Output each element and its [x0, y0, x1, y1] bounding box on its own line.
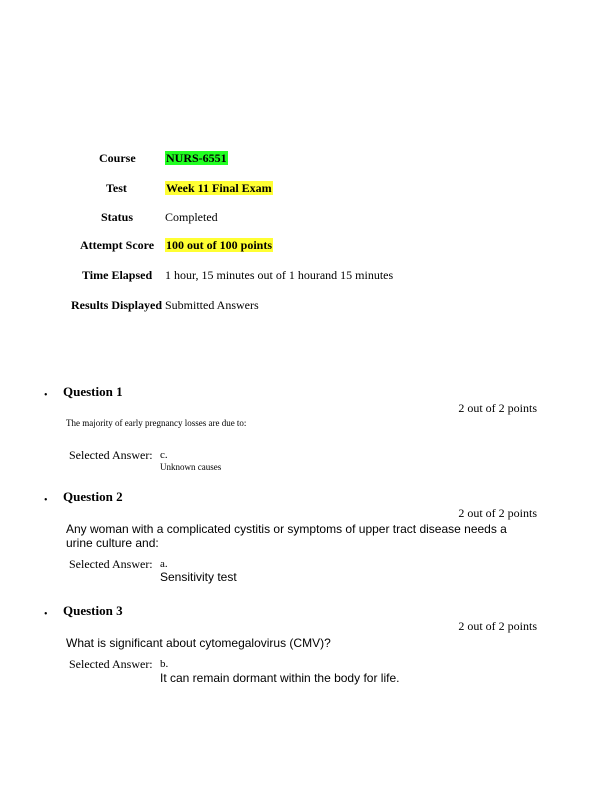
question-points: 2 out of 2 points	[458, 506, 537, 520]
status-value: Completed	[165, 210, 218, 224]
selected-answer-text: Sensitivity test	[160, 570, 237, 584]
question-text: The majority of early pregnancy losses are due to:	[66, 418, 247, 428]
question-points: 2 out of 2 points	[458, 401, 537, 415]
selected-answer-label: Selected Answer:	[69, 557, 153, 571]
selected-answer-text: It can remain dormant within the body for life.	[160, 671, 400, 685]
bullet-icon: •	[44, 495, 48, 506]
selected-answer-letter: a.	[160, 558, 168, 570]
course-value	[165, 151, 228, 166]
course-label: Course	[99, 151, 136, 165]
question-points: 2 out of 2 points	[458, 619, 537, 633]
results-value: Submitted Answers	[165, 298, 259, 312]
question-title: Question 2	[63, 489, 123, 504]
results-label: Results Displayed	[71, 298, 163, 312]
score-label: Attempt Score	[80, 238, 155, 252]
time-label: Time Elapsed	[82, 268, 153, 282]
test-value	[165, 181, 273, 196]
bullet-icon: •	[44, 609, 48, 620]
question-title: Question 1	[63, 384, 123, 399]
selected-answer-label: Selected Answer:	[69, 448, 153, 462]
test-highlight: Week 11 Final Exam	[166, 181, 272, 195]
bullet-icon: •	[44, 390, 48, 401]
course-highlight: NURS-6551	[166, 151, 227, 165]
status-label: Status	[101, 210, 134, 224]
selected-answer-letter: b.	[160, 658, 169, 670]
score-highlight: 100 out of 100 points	[166, 238, 273, 252]
selected-answer-letter: c.	[160, 449, 168, 461]
question-text: Any woman with a complicated cystitis or symptoms of upper tract disease needs a urine culture and:	[66, 522, 507, 550]
time-value: 1 hour, 15 minutes out of 1 hourand 15 minutes	[165, 268, 394, 282]
question-text: What is significant about cytomegalovirus (CMV)?	[66, 636, 331, 650]
selected-answer-label: Selected Answer:	[69, 657, 153, 671]
score-value	[165, 238, 273, 253]
test-label: Test	[106, 181, 127, 195]
selected-answer-text: Unknown causes	[160, 462, 222, 472]
question-title: Question 3	[63, 603, 123, 618]
